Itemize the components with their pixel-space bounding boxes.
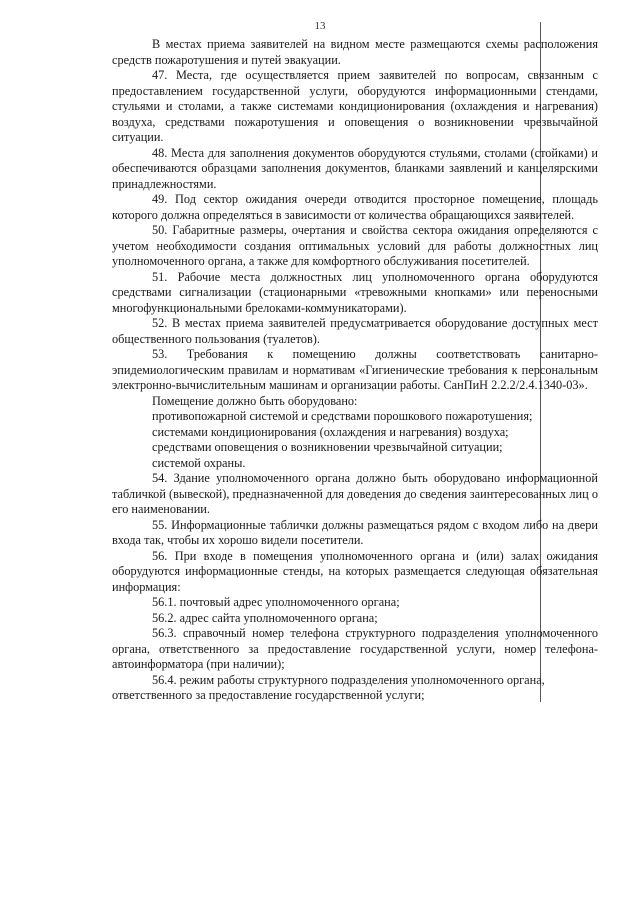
paragraph-48: 48. Места для заполнения документов оборудуются стульями, столами (стойками) и обеспечиваются образцами заполнения документов, бланками заявлений и канцелярскими принадлежностями. <box>112 145 598 191</box>
paragraph-50: 50. Габаритные размеры, очертания и свойства сектора ожидания определяются с учетом необходимости создания оптимальных условий для работы должностных лиц уполномоченного органа, а также для комфортного обслуживания посетителей. <box>112 223 598 268</box>
page-number: 13 <box>314 20 326 32</box>
paragraph-56-2: 56.2. адрес сайта уполномоченного органа; <box>152 610 378 625</box>
paragraph-56-4: 56.4. режим работы структурного подразделения уполномоченного органа, ответственного за предоставление государственной услуги; <box>112 672 545 702</box>
paragraph-47: 47. Места, где осуществляется прием заявителей по вопросам, связанным с предоставлением государственной услуги, оборудуются информационными стендами, стульями и столами, а также системами кондиционирования (охлаждения и нагревания) воздуха, средствами пожаротушения и оповещения о возникновении чрезвычайной ситуации. <box>112 68 598 144</box>
paragraph-54: 54. Здание уполномоченного органа должно быть оборудовано информационной табличкой (вывеской), предназначенной для доведения до сведения заинтересованных лиц о его наименовании. <box>112 471 598 516</box>
equipment-heading: Помещение должно быть оборудовано: <box>152 393 358 408</box>
equipment-item: противопожарной системой и средствами порошкового пожаротушения; <box>152 409 533 423</box>
paragraph-49: 49. Под сектор ожидания очереди отводится просторное помещение, площадь которого должна определяться в зависимости от количества обращающихся заявителей. <box>112 192 598 222</box>
paragraph-52: 52. В местах приема заявителей предусматривается оборудование доступных мест общественного пользования (туалетов). <box>112 316 598 346</box>
equipment-item: системой охраны. <box>152 455 246 470</box>
document-body <box>112 37 598 704</box>
paragraph-55: 55. Информационные таблички должны размещаться рядом с входом либо на двери входа так, чтобы их хорошо видели посетители. <box>112 517 598 547</box>
paragraph-53: 53. Требования к помещению должны соответствовать санитарно-эпидемиологическим правилам и нормативам «Гигиенические требования к персональным электронно-вычислительным машинам и организации работы. СанПиН 2.2.2/2.4.1340-03». <box>112 347 598 392</box>
paragraph-intro: В местах приема заявителей на видном месте размещаются схемы расположения средств пожаротушения и путей эвакуации. <box>112 37 598 67</box>
paragraph-56: 56. При входе в помещения уполномоченного органа и (или) залах ожидания оборудуются информационные стенды, на которых размещается следующая обязательная информация: <box>112 548 598 594</box>
paragraph-56-1: 56.1. почтовый адрес уполномоченного органа; <box>152 595 400 609</box>
equipment-item: средствами оповещения о возникновении чрезвычайной ситуации; <box>152 440 503 454</box>
paragraph-56-3: 56.3. справочный номер телефона структурного подразделения уполномоченного органа, ответственного за предоставление государственной услуги, номер телефона-автоинформатора (при наличии); <box>112 626 598 671</box>
paragraph-51: 51. Рабочие места должностных лиц уполномоченного органа оборудуются средствами сигнализации (стационарными «тревожными кнопками» или переносными многофункциональными брелоками-коммуникаторами). <box>112 269 598 315</box>
equipment-item: системами кондиционирования (охлаждения и нагревания) воздуха; <box>152 424 509 439</box>
